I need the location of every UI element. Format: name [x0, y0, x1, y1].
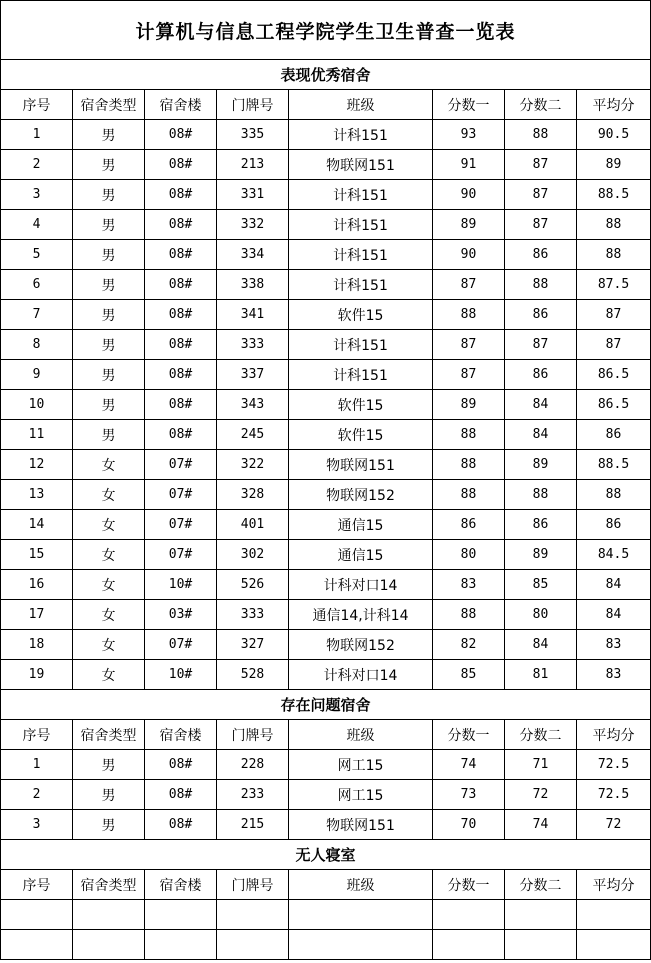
cell-class: 通信15 [289, 540, 433, 570]
cell-score-two: 87 [505, 210, 577, 240]
cell-dorm-type: 男 [73, 750, 145, 780]
column-header-index: 序号 [1, 90, 73, 120]
cell-score-two [505, 930, 577, 960]
cell-room-number [217, 930, 289, 960]
cell-dorm-type: 男 [73, 270, 145, 300]
cell-score-one: 80 [433, 540, 505, 570]
cell-class: 物联网151 [289, 810, 433, 840]
cell-score-one: 85 [433, 660, 505, 690]
cell-class: 计科151 [289, 330, 433, 360]
cell-class: 通信14,计科14 [289, 600, 433, 630]
cell-average: 72.5 [577, 780, 651, 810]
cell-score-one: 90 [433, 180, 505, 210]
section-title: 表现优秀宿舍 [1, 60, 651, 90]
table-row [1, 270, 651, 300]
cell-average: 86.5 [577, 360, 651, 390]
cell-average: 87 [577, 330, 651, 360]
cell-room-number: 215 [217, 810, 289, 840]
cell-index: 6 [1, 270, 73, 300]
table-row [1, 780, 651, 810]
cell-building: 07# [145, 540, 217, 570]
table-row [1, 900, 651, 930]
cell-score-one: 93 [433, 120, 505, 150]
column-header-class: 班级 [289, 720, 433, 750]
cell-class: 计科151 [289, 180, 433, 210]
cell-class [289, 900, 433, 930]
cell-building: 08# [145, 120, 217, 150]
section-header-row [1, 690, 651, 720]
cell-building: 08# [145, 390, 217, 420]
cell-dorm-type: 男 [73, 180, 145, 210]
cell-average: 83 [577, 630, 651, 660]
column-header-dorm-type: 宿舍类型 [73, 90, 145, 120]
cell-building: 08# [145, 180, 217, 210]
cell-room-number: 322 [217, 450, 289, 480]
cell-dorm-type: 男 [73, 120, 145, 150]
cell-score-two: 87 [505, 150, 577, 180]
section-title: 无人寝室 [1, 840, 651, 870]
column-header-building: 宿舍楼 [145, 870, 217, 900]
cell-room-number: 228 [217, 750, 289, 780]
column-header-score-two: 分数二 [505, 90, 577, 120]
cell-building: 10# [145, 660, 217, 690]
cell-class: 计科对口14 [289, 660, 433, 690]
cell-average: 88 [577, 210, 651, 240]
cell-class: 计科151 [289, 240, 433, 270]
cell-index: 2 [1, 780, 73, 810]
cell-room-number: 526 [217, 570, 289, 600]
table-row [1, 150, 651, 180]
cell-index: 9 [1, 360, 73, 390]
cell-building: 08# [145, 780, 217, 810]
table-row [1, 240, 651, 270]
cell-index: 7 [1, 300, 73, 330]
cell-room-number: 343 [217, 390, 289, 420]
cell-room-number: 245 [217, 420, 289, 450]
cell-dorm-type: 男 [73, 210, 145, 240]
table-row [1, 810, 651, 840]
column-header-score-one: 分数一 [433, 90, 505, 120]
cell-score-two: 84 [505, 420, 577, 450]
cell-score-one: 91 [433, 150, 505, 180]
cell-class: 通信15 [289, 510, 433, 540]
column-header-score-two: 分数二 [505, 720, 577, 750]
table-row [1, 630, 651, 660]
cell-building: 07# [145, 480, 217, 510]
cell-room-number: 233 [217, 780, 289, 810]
cell-score-two: 84 [505, 630, 577, 660]
cell-building: 07# [145, 630, 217, 660]
cell-score-one: 87 [433, 360, 505, 390]
cell-score-two: 87 [505, 330, 577, 360]
cell-score-one: 74 [433, 750, 505, 780]
column-header-average: 平均分 [577, 720, 651, 750]
cell-index: 17 [1, 600, 73, 630]
cell-building: 08# [145, 810, 217, 840]
cell-average: 87.5 [577, 270, 651, 300]
cell-average: 90.5 [577, 120, 651, 150]
cell-building: 08# [145, 240, 217, 270]
cell-score-one: 89 [433, 210, 505, 240]
cell-dorm-type: 女 [73, 600, 145, 630]
cell-dorm-type: 男 [73, 420, 145, 450]
cell-building: 08# [145, 420, 217, 450]
cell-average: 84.5 [577, 540, 651, 570]
cell-room-number: 341 [217, 300, 289, 330]
cell-average [577, 900, 651, 930]
cell-dorm-type: 女 [73, 510, 145, 540]
column-header-room-number: 门牌号 [217, 870, 289, 900]
cell-average: 88 [577, 480, 651, 510]
cell-dorm-type: 男 [73, 150, 145, 180]
column-header-dorm-type: 宿舍类型 [73, 720, 145, 750]
cell-score-one [433, 930, 505, 960]
cell-score-two: 88 [505, 120, 577, 150]
cell-class: 物联网152 [289, 630, 433, 660]
column-header-index: 序号 [1, 870, 73, 900]
cell-class: 计科对口14 [289, 570, 433, 600]
cell-dorm-type: 女 [73, 480, 145, 510]
cell-class: 软件15 [289, 300, 433, 330]
cell-score-two: 86 [505, 300, 577, 330]
cell-score-two: 89 [505, 540, 577, 570]
cell-class: 软件15 [289, 390, 433, 420]
cell-index: 1 [1, 750, 73, 780]
cell-room-number: 213 [217, 150, 289, 180]
cell-dorm-type: 女 [73, 660, 145, 690]
cell-score-one: 73 [433, 780, 505, 810]
cell-class: 网工15 [289, 780, 433, 810]
cell-class: 计科151 [289, 120, 433, 150]
column-header-row [1, 90, 651, 120]
cell-score-two: 71 [505, 750, 577, 780]
cell-average: 89 [577, 150, 651, 180]
table-row [1, 390, 651, 420]
table-row [1, 180, 651, 210]
cell-index: 18 [1, 630, 73, 660]
section-header-row [1, 60, 651, 90]
cell-score-two: 72 [505, 780, 577, 810]
cell-score-two: 86 [505, 360, 577, 390]
section-title: 存在问题宿舍 [1, 690, 651, 720]
cell-room-number: 332 [217, 210, 289, 240]
table-row [1, 480, 651, 510]
cell-dorm-type: 男 [73, 390, 145, 420]
cell-index [1, 900, 73, 930]
cell-index: 16 [1, 570, 73, 600]
cell-dorm-type: 男 [73, 330, 145, 360]
cell-score-two: 87 [505, 180, 577, 210]
cell-score-two: 74 [505, 810, 577, 840]
table-row [1, 660, 651, 690]
section-header-row [1, 840, 651, 870]
cell-building: 08# [145, 270, 217, 300]
cell-score-two: 81 [505, 660, 577, 690]
table-row [1, 930, 651, 960]
cell-dorm-type: 男 [73, 810, 145, 840]
table-row [1, 450, 651, 480]
cell-score-two: 85 [505, 570, 577, 600]
table-row [1, 540, 651, 570]
table-row [1, 210, 651, 240]
cell-index: 12 [1, 450, 73, 480]
cell-score-one: 88 [433, 600, 505, 630]
cell-dorm-type: 女 [73, 540, 145, 570]
cell-score-one: 86 [433, 510, 505, 540]
cell-dorm-type: 女 [73, 630, 145, 660]
cell-class: 物联网152 [289, 480, 433, 510]
cell-index: 15 [1, 540, 73, 570]
cell-score-two: 86 [505, 240, 577, 270]
cell-building: 08# [145, 150, 217, 180]
cell-score-two: 88 [505, 480, 577, 510]
cell-class: 网工15 [289, 750, 433, 780]
cell-building: 08# [145, 210, 217, 240]
cell-room-number: 328 [217, 480, 289, 510]
cell-class: 软件15 [289, 420, 433, 450]
title-row [1, 1, 651, 60]
table-row [1, 750, 651, 780]
column-header-building: 宿舍楼 [145, 90, 217, 120]
column-header-score-one: 分数一 [433, 720, 505, 750]
cell-dorm-type: 男 [73, 300, 145, 330]
cell-average: 83 [577, 660, 651, 690]
cell-score-two: 84 [505, 390, 577, 420]
cell-class: 物联网151 [289, 150, 433, 180]
cell-building [145, 900, 217, 930]
cell-average: 86.5 [577, 390, 651, 420]
cell-score-two: 80 [505, 600, 577, 630]
cell-dorm-type: 女 [73, 450, 145, 480]
cell-score-one: 89 [433, 390, 505, 420]
cell-dorm-type: 女 [73, 570, 145, 600]
cell-score-two [505, 900, 577, 930]
cell-building: 10# [145, 570, 217, 600]
column-header-row [1, 720, 651, 750]
cell-index: 11 [1, 420, 73, 450]
cell-index: 4 [1, 210, 73, 240]
cell-score-two: 89 [505, 450, 577, 480]
cell-dorm-type [73, 900, 145, 930]
column-header-score-one: 分数一 [433, 870, 505, 900]
cell-score-one: 83 [433, 570, 505, 600]
cell-index: 1 [1, 120, 73, 150]
cell-score-one: 88 [433, 450, 505, 480]
table-row [1, 570, 651, 600]
cell-building: 07# [145, 510, 217, 540]
column-header-room-number: 门牌号 [217, 90, 289, 120]
table-row [1, 330, 651, 360]
cell-dorm-type [73, 930, 145, 960]
cell-building: 08# [145, 330, 217, 360]
table-row [1, 120, 651, 150]
cell-building: 08# [145, 750, 217, 780]
table-row [1, 510, 651, 540]
cell-average: 84 [577, 570, 651, 600]
cell-score-one: 90 [433, 240, 505, 270]
cell-index: 2 [1, 150, 73, 180]
column-header-row [1, 870, 651, 900]
cell-score-one: 70 [433, 810, 505, 840]
cell-class: 计科151 [289, 360, 433, 390]
cell-index: 10 [1, 390, 73, 420]
cell-building [145, 930, 217, 960]
cell-index [1, 930, 73, 960]
cell-building: 07# [145, 450, 217, 480]
cell-score-one [433, 900, 505, 930]
cell-class: 计科151 [289, 270, 433, 300]
column-header-class: 班级 [289, 90, 433, 120]
cell-score-one: 87 [433, 330, 505, 360]
cell-room-number: 331 [217, 180, 289, 210]
cell-room-number: 333 [217, 600, 289, 630]
cell-class: 物联网151 [289, 450, 433, 480]
cell-index: 5 [1, 240, 73, 270]
cell-index: 19 [1, 660, 73, 690]
cell-average: 88.5 [577, 180, 651, 210]
cell-room-number: 327 [217, 630, 289, 660]
cell-room-number: 528 [217, 660, 289, 690]
cell-score-one: 87 [433, 270, 505, 300]
cell-average: 88.5 [577, 450, 651, 480]
cell-average: 86 [577, 510, 651, 540]
cell-building: 03# [145, 600, 217, 630]
cell-score-one: 88 [433, 420, 505, 450]
cell-room-number: 401 [217, 510, 289, 540]
cell-score-two: 88 [505, 270, 577, 300]
table-row [1, 600, 651, 630]
cell-room-number: 338 [217, 270, 289, 300]
cell-dorm-type: 男 [73, 240, 145, 270]
table-row [1, 420, 651, 450]
cell-index: 13 [1, 480, 73, 510]
cell-room-number [217, 900, 289, 930]
cell-average [577, 930, 651, 960]
page-title: 计算机与信息工程学院学生卫生普查一览表 [1, 1, 651, 60]
column-header-room-number: 门牌号 [217, 720, 289, 750]
cell-score-one: 88 [433, 300, 505, 330]
table-row [1, 360, 651, 390]
cell-score-two: 86 [505, 510, 577, 540]
cell-dorm-type: 男 [73, 780, 145, 810]
cell-average: 86 [577, 420, 651, 450]
column-header-dorm-type: 宿舍类型 [73, 870, 145, 900]
cell-room-number: 334 [217, 240, 289, 270]
cell-score-one: 82 [433, 630, 505, 660]
column-header-score-two: 分数二 [505, 870, 577, 900]
cell-average: 72 [577, 810, 651, 840]
column-header-average: 平均分 [577, 870, 651, 900]
cell-building: 08# [145, 360, 217, 390]
cell-average: 72.5 [577, 750, 651, 780]
column-header-class: 班级 [289, 870, 433, 900]
cell-dorm-type: 男 [73, 360, 145, 390]
cell-average: 84 [577, 600, 651, 630]
cell-building: 08# [145, 300, 217, 330]
cell-room-number: 302 [217, 540, 289, 570]
column-header-average: 平均分 [577, 90, 651, 120]
cell-average: 87 [577, 300, 651, 330]
cell-room-number: 333 [217, 330, 289, 360]
cell-index: 8 [1, 330, 73, 360]
column-header-building: 宿舍楼 [145, 720, 217, 750]
cell-class: 计科151 [289, 210, 433, 240]
table-row [1, 300, 651, 330]
cell-room-number: 337 [217, 360, 289, 390]
cell-class [289, 930, 433, 960]
cell-average: 88 [577, 240, 651, 270]
cell-index: 3 [1, 180, 73, 210]
cell-room-number: 335 [217, 120, 289, 150]
cell-index: 14 [1, 510, 73, 540]
column-header-index: 序号 [1, 720, 73, 750]
cell-score-one: 88 [433, 480, 505, 510]
cell-index: 3 [1, 810, 73, 840]
